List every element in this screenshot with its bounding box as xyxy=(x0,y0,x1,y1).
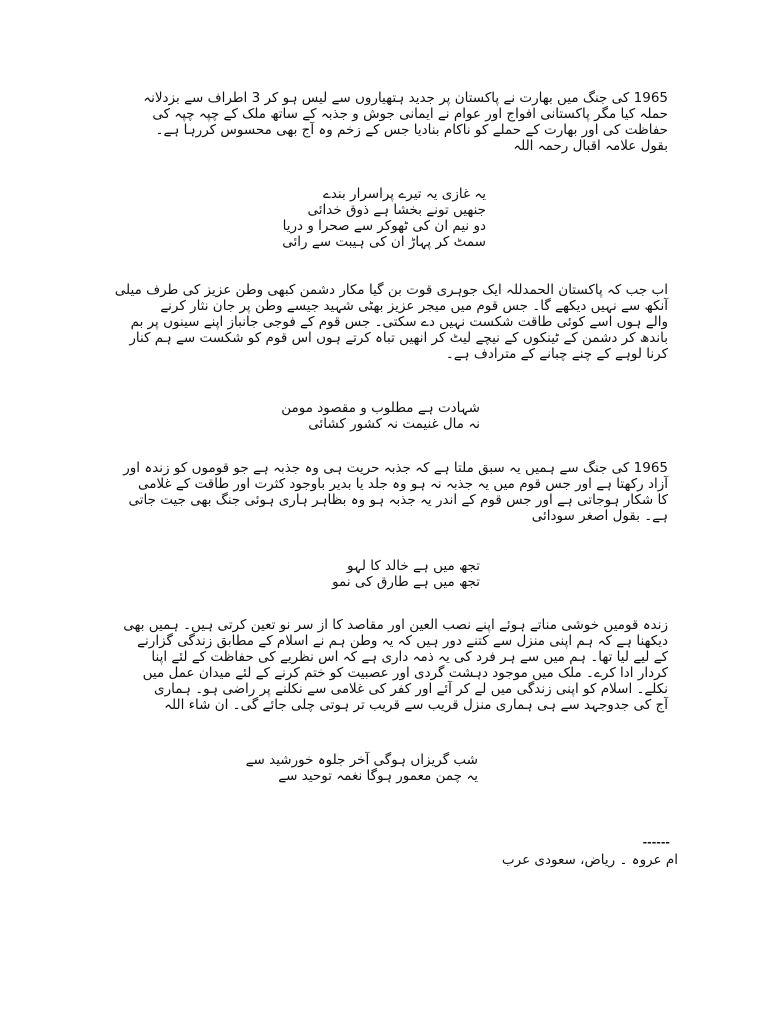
text-line: زندہ قومیں خوشی مناتے ہوئے اپنے نصب العین اور مقاصد کا از سر نو تعین کرتی ہیں۔ ہمیں بھی xyxy=(123,617,668,633)
text-line: 1965 کی جنگ میں بھارت نے پاکستان پر جدید ہتھیاروں سے لیس ہو کر 3 اطراف سے بزدلانہ xyxy=(143,90,668,106)
verse-line: سمٹ کر پہاڑ ان کی ہیبت سے رائی xyxy=(282,234,486,250)
text-line: ہے۔ بقول اصغر سودائی xyxy=(531,508,668,524)
text-line: 1965 کی جنگ سے ہمیں یہ سبق ملتا ہے کہ جذبہ حریت ہی وہ جذبہ ہے جو قوموں کو زندہ اور xyxy=(123,460,668,476)
signature-block xyxy=(278,836,678,868)
verse-line: جنھیں تونے بخشا ہے ذوق خدائی xyxy=(307,202,486,218)
verse-shahadat xyxy=(80,400,480,432)
text-line: آج کی جدوجہد سے ہی ہماری منزل قریب سے قریب تر ہوتی چلی جائے گی۔ ان شاء اللہ xyxy=(164,697,668,713)
text-line: اب جب کہ پاکستان الحمدللہ ایک جوہری قوت بن گیا مکار دشمن کبھی وطن عزیز کی طرف میلی xyxy=(114,282,668,298)
text-line: بقول علامہ اقبال رحمہ اللہ xyxy=(513,138,668,154)
verse-sodai xyxy=(80,558,480,590)
verse-line: دو نیم ان کی ٹھوکر سے صحرا و دریا xyxy=(282,218,486,234)
text-line: نکلے۔ اسلام کو اپنی زندگی میں لے کر آئے اور کفر کی غلامی سے نکلنے پر راضی ہو۔ ہماری xyxy=(154,681,668,697)
verse-line: یہ غازی یہ تیرے پراسرار بندے xyxy=(322,186,486,202)
verse-iqbal xyxy=(86,186,486,250)
text-line: آنکھ سے نہیں دیکھے گا۔ جس قوم میں میجر عزیز بھٹی شہید جیسے وطن پر جان نثار کرنے xyxy=(160,298,668,314)
text-line: آزاد رکھتا ہے اور جس قوم میں یہ جذبہ نہ ہو وہ جلد یا بدیر باوجود کثرت اور طاقت کے غلامی xyxy=(138,476,668,492)
text-line: حفاظت کی اور بھارت کے حملے کو ناکام بنادیا جس کے زخم وہ آج بھی محسوس کررہا ہے۔ xyxy=(155,122,668,138)
text-line: باندھ کر دشمن کے ٹینکوں کے نیچے لیٹ کر انھیں تباہ کرتے ہوں اس قوم کو شکست سے ہم کنار xyxy=(129,330,668,346)
verse-line: تجھ میں ہے طارق کی نمو xyxy=(332,574,480,590)
text-line: دیکھنا ہے کہ ہم اپنی منزل سے کتنے دور ہیں کہ یہ وطن ہم نے اسلام کے مطابق زندگی گزارنے xyxy=(137,633,668,649)
text-line: کردار ادا کرے۔ ملک میں موجود دہشت گردی اور عصبیت کو ختم کرنے کے لئے میدان عمل میں xyxy=(142,665,668,681)
verse-line: نہ مال غنیمت نہ کشور کشائی xyxy=(308,416,480,432)
paragraph-living-nations xyxy=(96,617,668,713)
paragraph-lesson xyxy=(96,460,668,524)
author-name: ام عروہ ۔ ریاض، سعودی عرب xyxy=(501,852,678,868)
paragraph-1965-war-intro xyxy=(96,90,668,154)
text-line: والے ہوں اسے کوئی طاقت شکست نہیں دے سکتی۔ جس قوم کے فوجی جانباز اپنے سینوں پر بم xyxy=(130,314,668,330)
verse-line: شہادت ہے مطلوب و مقصود مومن xyxy=(281,400,480,416)
verse-closing xyxy=(78,752,478,784)
text-line: کا شکار ہوجاتی ہے اور جس قوم کے اندر یہ جذبہ ہو وہ بظاہر ہاری ہوئی جنگ بھی جیت جاتی xyxy=(128,492,668,508)
text-line: حملہ کیا مگر پاکستانی افواج اور عوام نے ایمانی جوش و جذبہ کے ساتھ ملک کے چپہ چپہ کی xyxy=(152,106,668,122)
signature-separator: ------ xyxy=(642,836,670,849)
text-line: کرنا لوہے کے چنے چبانے کے مترادف ہے۔ xyxy=(445,346,668,362)
verse-line: یہ چمن معمور ہوگا نغمہ توحید سے xyxy=(278,768,478,784)
text-line: کے لیے لیا تھا۔ ہم میں سے ہر فرد کی یہ ذمہ داری ہے کہ اس نظریے کی حفاظت کے لئے اپنا xyxy=(151,649,668,665)
verse-line: تجھ میں ہے خالد کا لہو xyxy=(346,558,480,574)
paragraph-nuclear-power xyxy=(96,282,668,362)
verse-line: شب گریزاں ہوگی آخر جلوہ خورشید سے xyxy=(245,752,478,768)
